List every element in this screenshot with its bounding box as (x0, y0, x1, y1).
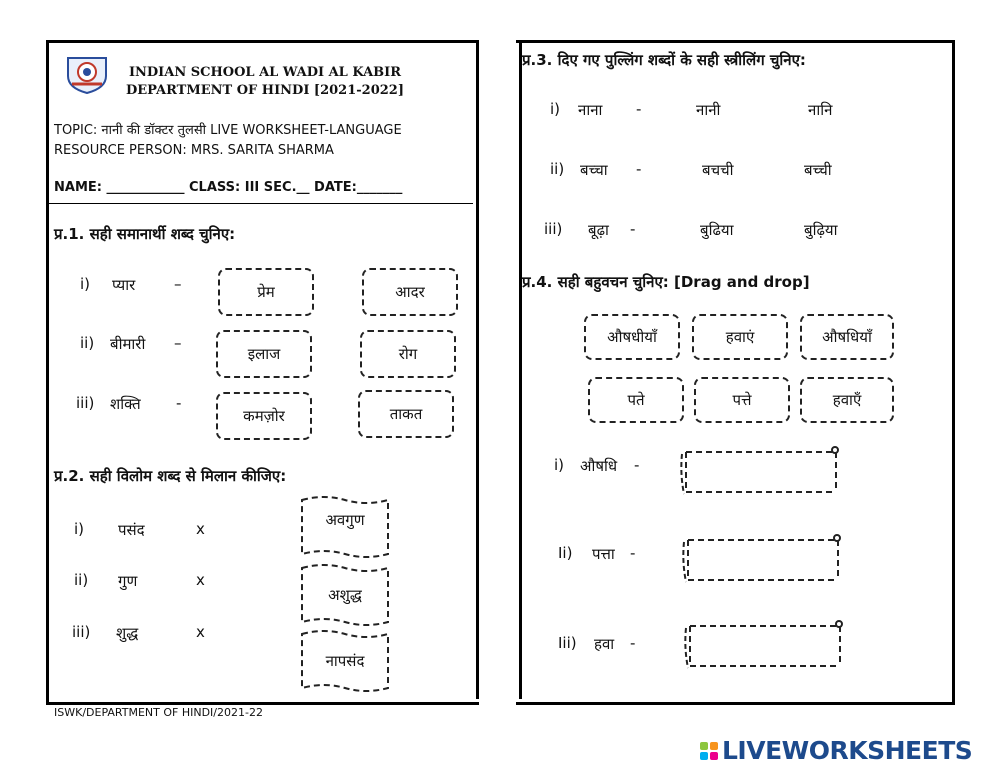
q1-dash-1: – (174, 275, 182, 293)
department-name: DEPARTMENT OF HINDI [2021-2022] (126, 83, 404, 98)
topic-line: TOPIC: नानी की डॉक्टर तुलसी LIVE WORKSHEET-LANGUAGE (54, 123, 402, 138)
q4-word-3: हवा (594, 635, 615, 653)
q2-match-2-label: अशुद्ध (328, 586, 362, 604)
q1-title: प्र.1. सही समानार्थी शब्द चुनिए: (54, 225, 236, 243)
q2-x-3: x (196, 623, 205, 641)
footer-text: ISWK/DEPARTMENT OF HINDI/2021-22 (54, 706, 263, 719)
school-logo-icon (64, 54, 110, 94)
q4-drag-option-3[interactable]: औषधियाँ (800, 314, 894, 360)
q4-num-3: Iii) (558, 634, 577, 652)
q3-option-2a[interactable]: बचची (702, 161, 734, 179)
q4-word-1: औषधि (580, 457, 618, 475)
q3-option-1a[interactable]: नानी (696, 101, 721, 119)
q3-num-1: i) (550, 100, 561, 118)
q4-drop-zone-2[interactable] (680, 532, 844, 586)
name-class-line: NAME: ____________ CLASS: III SEC.__ DATE:_______ (54, 180, 403, 195)
q2-num-2: ii) (74, 571, 89, 589)
school-name: INDIAN SCHOOL AL WADI AL KABIR (128, 65, 402, 80)
q2-match-3-label: नापसंद (325, 652, 365, 670)
q2-num-1: i) (74, 520, 85, 538)
right-panel (516, 40, 955, 705)
q4-title: प्र.4. सही बहुवचन चुनिए: [Drag and drop] (522, 273, 810, 291)
q3-word-2: बच्चा (580, 161, 608, 179)
q3-num-3: iii) (544, 220, 563, 238)
q4-drag-option-5[interactable]: पत्ते (694, 377, 790, 423)
q2-word-1: पसंद (118, 521, 145, 539)
q2-x-2: x (196, 571, 205, 589)
q1-dash-2: – (174, 334, 182, 352)
q4-drag-option-2[interactable]: हवाएं (692, 314, 788, 360)
q4-drop-zone-3[interactable] (682, 618, 846, 672)
q3-word-1: नाना (578, 101, 603, 119)
q4-word-2: पत्ता (592, 545, 615, 563)
q3-option-1b[interactable]: नानि (808, 101, 833, 119)
q1-word-2: बीमारी (110, 335, 146, 353)
q3-option-3a[interactable]: बुढिया (700, 221, 734, 239)
q4-drag-option-6[interactable]: हवाएँ (800, 377, 894, 423)
q3-title: प्र.3. दिए गए पुल्लिंग शब्दों के सही स्त्रीलिंग चुनिए: (522, 51, 806, 69)
q3-num-2: ii) (550, 160, 565, 178)
q1-word-3: शक्ति (110, 395, 141, 413)
q2-num-3: iii) (72, 623, 91, 641)
q3-dash-1: - (636, 100, 642, 118)
q4-num-1: i) (554, 456, 565, 474)
q1-option-1a[interactable]: प्रेम (218, 268, 314, 316)
q4-dash-3: - (630, 634, 636, 652)
q4-dash-2: - (630, 544, 636, 562)
q4-drag-option-4[interactable]: पते (588, 377, 684, 423)
q2-match-2[interactable] (298, 562, 392, 628)
q2-x-1: x (196, 520, 205, 538)
q2-title: प्र.2. सही विलोम शब्द से मिलान कीजिए: (54, 467, 287, 485)
q3-option-2b[interactable]: बच्ची (804, 161, 832, 179)
q1-option-1b[interactable]: आदर (362, 268, 458, 316)
q1-word-1: प्यार (112, 276, 136, 294)
q2-match-1-label: अवगुण (325, 511, 365, 529)
liveworksheets-logo (700, 736, 972, 765)
q1-option-2b[interactable]: रोग (360, 330, 456, 378)
q2-word-3: शुद्ध (116, 624, 139, 642)
q2-match-1[interactable] (298, 494, 392, 560)
q2-match-3[interactable] (298, 628, 392, 694)
q4-num-2: Ii) (558, 544, 573, 562)
q1-dash-3: - (176, 394, 182, 412)
header-divider (49, 203, 473, 204)
q1-option-3b[interactable]: ताकत (358, 390, 454, 438)
q3-word-3: बूढ़ा (588, 221, 609, 239)
q4-drag-option-1[interactable]: औषधीयाँ (584, 314, 680, 360)
resource-person: RESOURCE PERSON: MRS. SARITA SHARMA (54, 143, 334, 158)
q1-num-3: iii) (76, 394, 95, 412)
q1-option-3a[interactable]: कमज़ोर (216, 392, 312, 440)
liveworksheets-logo-icon (700, 742, 718, 760)
q3-dash-3: - (630, 220, 636, 238)
school-header (110, 64, 420, 100)
q4-drop-zone-1[interactable] (678, 444, 842, 498)
q2-word-2: गुण (118, 572, 138, 590)
q3-dash-2: - (636, 160, 642, 178)
q1-option-2a[interactable]: इलाज (216, 330, 312, 378)
q1-num-1: i) (80, 275, 91, 293)
q1-num-2: ii) (80, 334, 95, 352)
q3-option-3b[interactable]: बुढ़िया (804, 221, 838, 239)
brand-name: LIVEWORKSHEETS (722, 736, 973, 765)
q4-dash-1: - (634, 456, 640, 474)
